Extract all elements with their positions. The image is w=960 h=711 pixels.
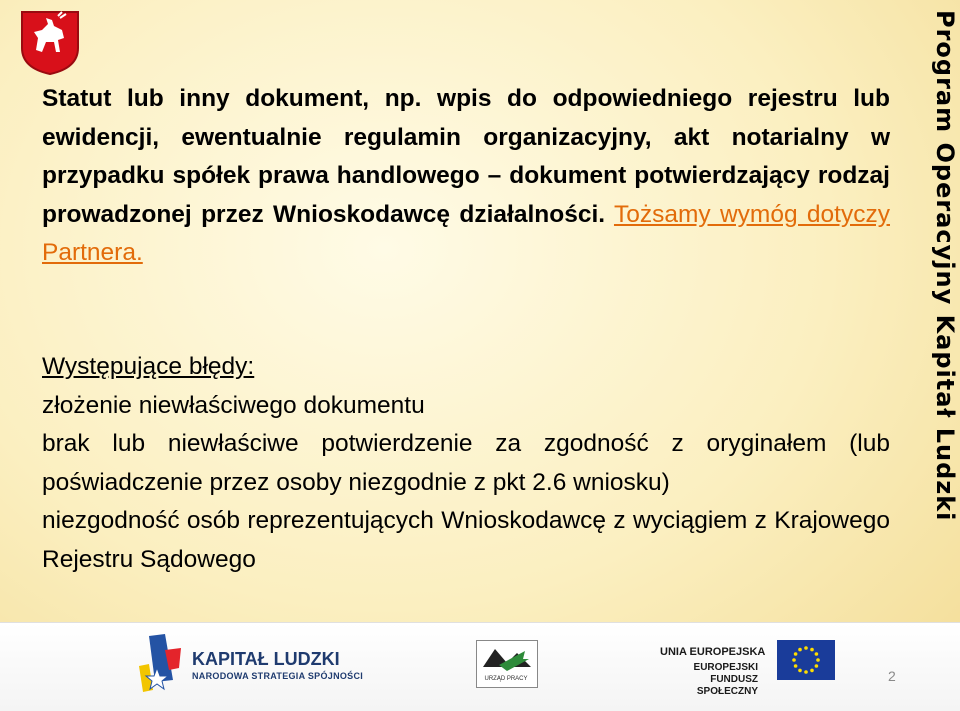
page-number: 2 — [888, 668, 896, 684]
errors-heading: Występujące błędy: — [42, 353, 255, 380]
requirement-paragraph — [42, 80, 890, 273]
eu-fund-name: EUROPEJSKI FUNDUSZ SPOŁECZNY — [693, 662, 758, 697]
side-title: Program Operacyjny Kapitał Ludzki — [931, 10, 959, 522]
kapital-ludzki-title: KAPITAŁ LUDZKI — [192, 649, 340, 669]
kapital-ludzki-logo-icon — [135, 630, 187, 698]
coat-of-arms-icon — [18, 8, 82, 76]
error-item: brak lub niewłaściwe potwierdzenie za zgodność z oryginałem (lub poświadczenie przez osoby niezgodnie z pkt 2.6 wniosku) — [42, 430, 890, 496]
urzad-pracy-icon — [477, 641, 537, 675]
kapital-ludzki-subtitle: NARODOWA STRATEGIA SPÓJNOŚCI — [192, 671, 364, 681]
requirement-text: Statut lub inny dokument, np. wpis do odpowiedniego rejestru lub ewidencji, ewentualnie regulamin organizacyjny, akt notarialny w przypadku spółek prawa handlowego – dokument potwierdzający rodzaj prowadzonej przez Wnioskodawcę działalności. — [42, 85, 890, 228]
partner-note: Tożsamy wymóg dotyczy Partnera. — [42, 200, 890, 266]
eu-flag-icon — [777, 640, 835, 680]
errors-section — [42, 348, 890, 579]
error-item: złożenie niewłaściwego dokumentu — [42, 391, 425, 419]
error-item: niezgodność osób reprezentujących Wnioskodawcę z wyciągiem z Krajowego Rejestru Sądowego — [42, 507, 890, 573]
urzad-pracy-label: URZĄD PRACY — [484, 676, 528, 682]
eu-title: UNIA EUROPEJSKA — [660, 646, 766, 658]
